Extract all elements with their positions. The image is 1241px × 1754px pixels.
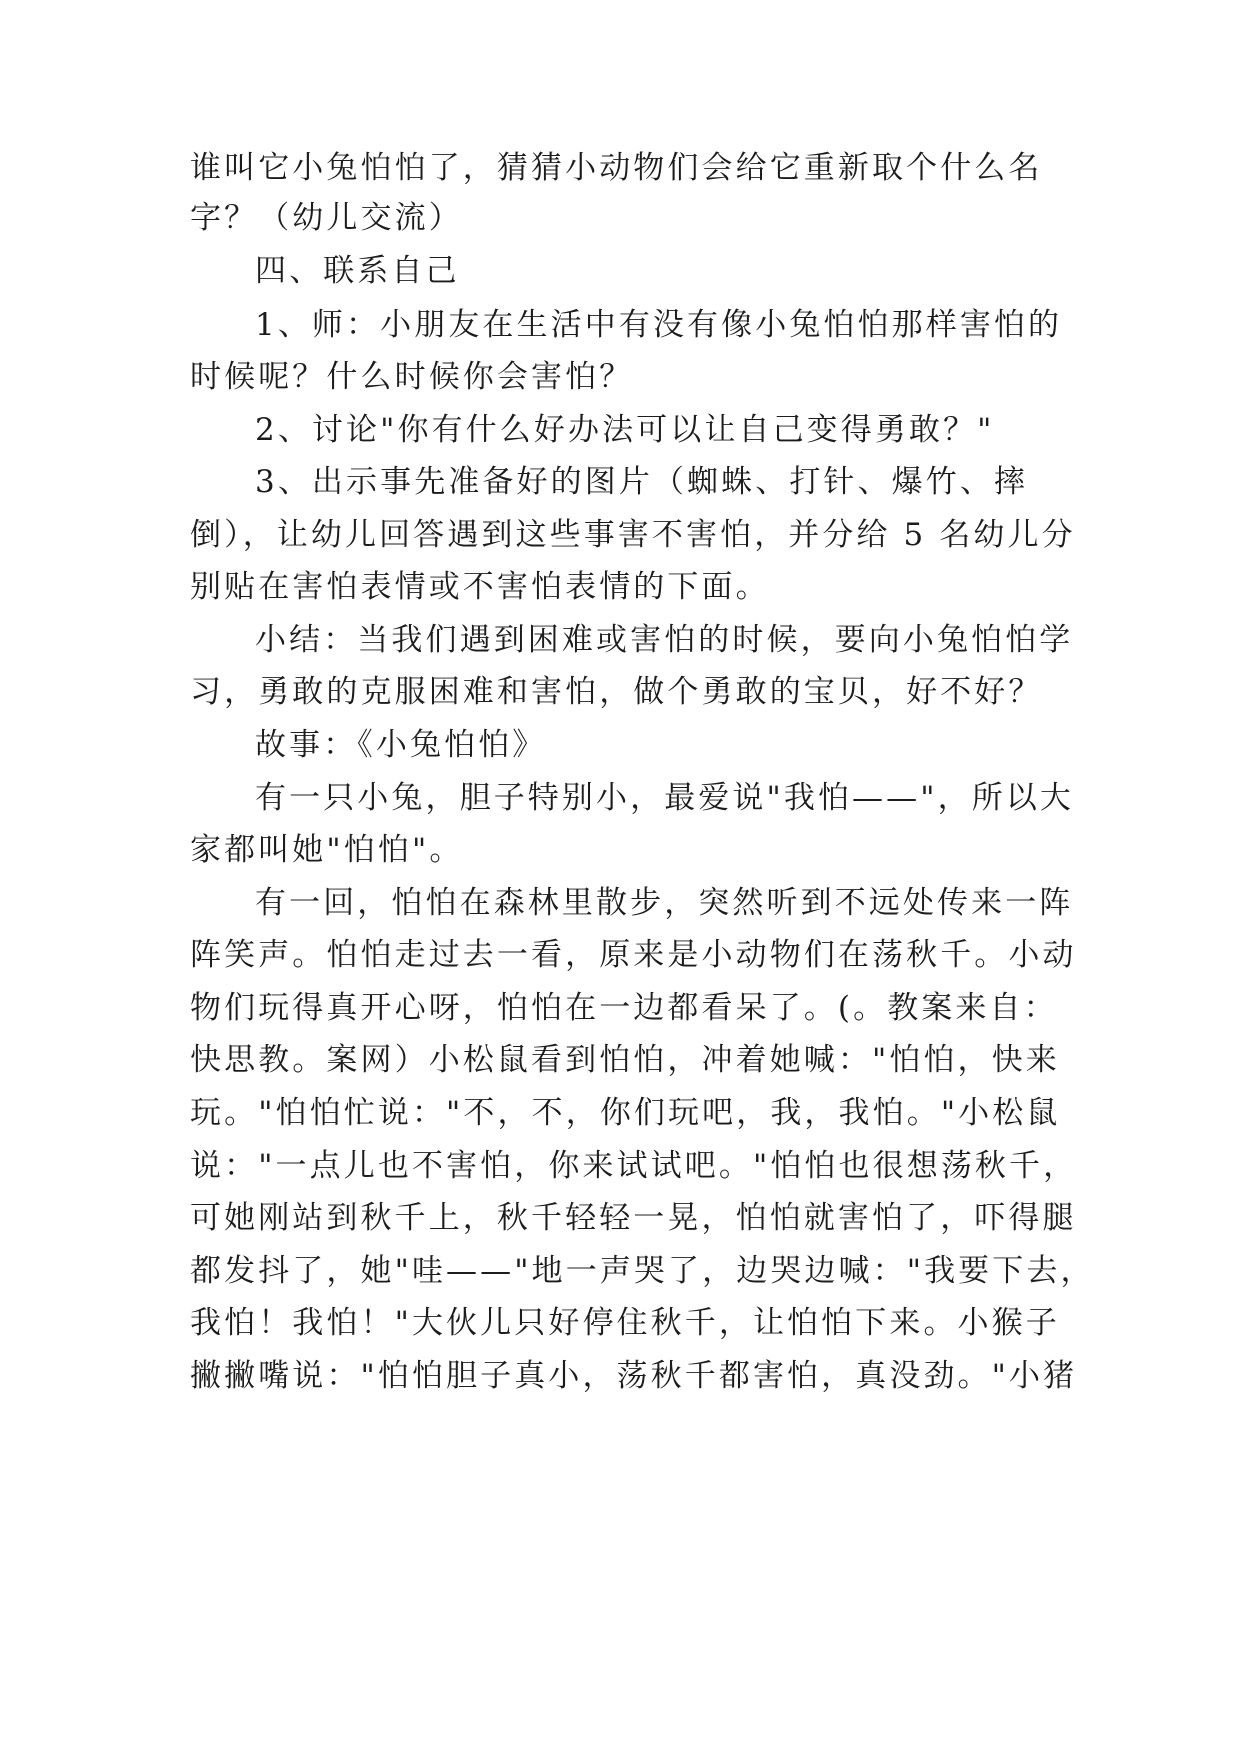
text-line: 快思教。案网）小松鼠看到怕怕，冲着她喊："怕怕，快来 [190,1042,1060,1078]
story-title: 故事：《小兔怕怕》 [255,727,547,763]
text-line: 小结：当我们遇到困难或害怕的时候，要向小兔怕怕学 [255,622,1074,658]
text-line: 玩。"怕怕忙说："不，不，你们玩吧，我，我怕。"小松鼠 [190,1095,1061,1131]
text-line: 说："一点儿也不害怕，你来试试吧。"怕怕也很想荡秋千， [190,1148,1078,1184]
section-heading: 四、联系自己 [255,253,460,289]
text-line: 物们玩得真开心呀，怕怕在一边都看呆了。(。教案来自： [190,990,1058,1026]
text-line: 1、师：小朋友在生活中有没有像小兔怕怕那样害怕的 [255,307,1063,343]
text-line: 有一回，怕怕在森林里散步，突然听到不远处传来一阵 [255,885,1074,921]
text-line: 别贴在害怕表情或不害怕表情的下面。 [190,569,770,605]
text-line: 家都叫她"怕怕"。 [190,832,464,868]
text-line: 倒），让幼儿回答遇到这些事害不害怕，并分给 5 名幼儿分 [190,517,1076,553]
text-line: 习，勇敢的克服困难和害怕，做个勇敢的宝贝，好不好？ [190,674,1043,710]
text-line: 谁叫它小兔怕怕了，猜猜小动物们会给它重新取个什么名 [190,150,1043,186]
text-line: 都发抖了，她"哇——"地一声哭了，边哭边喊："我要下去， [190,1253,1095,1289]
text-line: 字？（幼儿交流） [190,200,463,236]
text-line: 阵笑声。怕怕走过去一看，原来是小动物们在荡秋千。小动 [190,937,1077,973]
text-line: 时候呢？什么时候你会害怕？ [190,359,634,395]
text-line: 撇撇嘴说："怕怕胆子真小，荡秋千都害怕，真没劲。"小猪 [190,1358,1078,1394]
text-line: 3、出示事先准备好的图片（蜘蛛、打针、爆竹、摔 [255,464,1029,500]
text-line: 有一只小兔，胆子特别小，最爱说"我怕——"，所以大 [255,780,1075,816]
text-line: 可她刚站到秋千上，秋千轻轻一晃，怕怕就害怕了，吓得腿 [190,1200,1077,1236]
text-line: 我怕！我怕！"大伙儿只好停住秋千，让怕怕下来。小猴子 [190,1305,1060,1341]
text-line: 2、讨论"你有什么好办法可以让自己变得勇敢？" [255,412,995,448]
